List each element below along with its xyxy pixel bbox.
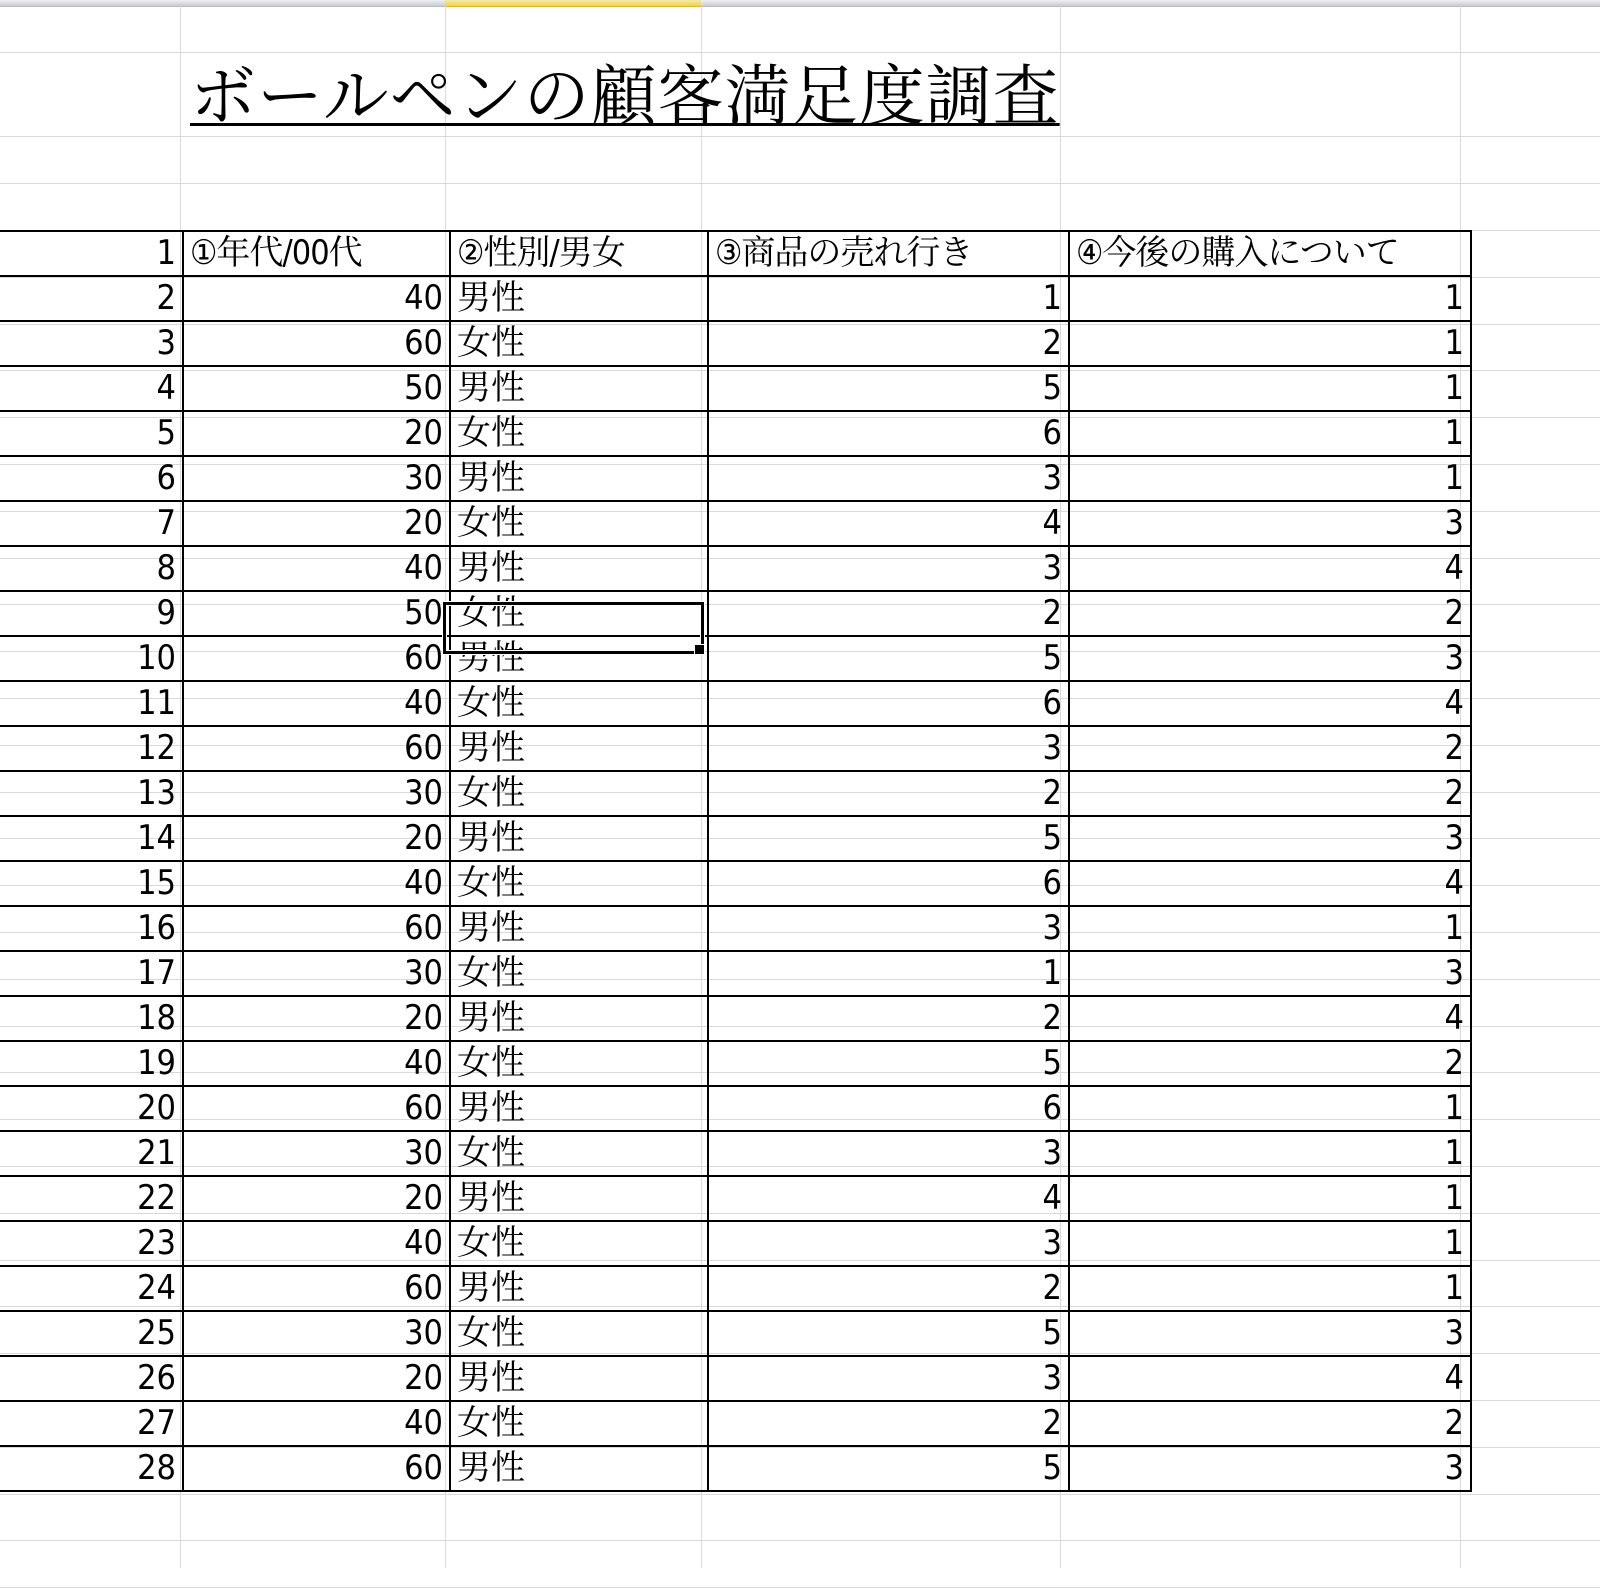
age-cell[interactable]: 60	[183, 321, 450, 366]
gender-cell[interactable]: 男性	[450, 1266, 708, 1311]
row-number-cell[interactable]: 1	[0, 231, 183, 276]
gender-cell[interactable]: 女性	[450, 1041, 708, 1086]
sales-cell[interactable]: 3	[708, 726, 1069, 771]
age-cell[interactable]: 30	[183, 1311, 450, 1356]
row-number-cell[interactable]: 15	[0, 861, 183, 906]
future-purchase-cell[interactable]: 1	[1069, 1176, 1471, 1221]
table-row	[0, 276, 1471, 321]
future-purchase-cell[interactable]: 3	[1069, 951, 1471, 996]
column-header-strip[interactable]	[0, 0, 1600, 7]
row-number-cell[interactable]: 20	[0, 1086, 183, 1131]
gridline	[0, 1494, 1600, 1495]
gridline	[0, 183, 1600, 184]
age-cell[interactable]: 50	[183, 591, 450, 636]
future-purchase-cell[interactable]: 3	[1069, 636, 1471, 681]
table-row	[0, 1041, 1471, 1086]
future-purchase-cell[interactable]: 1	[1069, 906, 1471, 951]
gender-cell[interactable]: 女性	[450, 951, 708, 996]
future-purchase-cell[interactable]: 1	[1069, 1221, 1471, 1266]
sales-cell[interactable]: 3	[708, 1221, 1069, 1266]
sales-cell[interactable]: 3	[708, 1131, 1069, 1176]
gender-cell[interactable]: 男性	[450, 1356, 708, 1401]
row-number-cell[interactable]: 17	[0, 951, 183, 996]
row-number-cell[interactable]: 26	[0, 1356, 183, 1401]
sales-cell[interactable]: 2	[708, 321, 1069, 366]
row-number-cell[interactable]: 24	[0, 1266, 183, 1311]
sales-cell[interactable]: 6	[708, 681, 1069, 726]
future-purchase-cell[interactable]: 4	[1069, 996, 1471, 1041]
table-row	[0, 1131, 1471, 1176]
fill-handle[interactable]	[694, 644, 705, 655]
age-cell[interactable]: 40	[183, 681, 450, 726]
age-cell[interactable]: 30	[183, 1131, 450, 1176]
table-row	[0, 636, 1471, 681]
table-row	[0, 951, 1471, 996]
future-purchase-cell[interactable]: 1	[1069, 366, 1471, 411]
table-row	[0, 1356, 1471, 1401]
row-number-cell[interactable]: 22	[0, 1176, 183, 1221]
age-cell[interactable]: 20	[183, 816, 450, 861]
sales-cell[interactable]: 6	[708, 861, 1069, 906]
sales-cell[interactable]: 3	[708, 1356, 1069, 1401]
future-purchase-cell[interactable]: 1	[1069, 1131, 1471, 1176]
sales-cell[interactable]: 2	[708, 1401, 1069, 1446]
header-future-purchase[interactable]: ④今後の購入について	[1069, 231, 1471, 276]
sales-cell[interactable]: 5	[708, 366, 1069, 411]
future-purchase-cell[interactable]: 4	[1069, 861, 1471, 906]
row-number-cell[interactable]: 18	[0, 996, 183, 1041]
table-row	[0, 861, 1471, 906]
future-purchase-cell[interactable]: 4	[1069, 1356, 1471, 1401]
future-purchase-cell[interactable]: 1	[1069, 276, 1471, 321]
future-purchase-cell[interactable]: 3	[1069, 1446, 1471, 1491]
sales-cell[interactable]: 5	[708, 816, 1069, 861]
table-row	[0, 681, 1471, 726]
row-number-cell[interactable]: 16	[0, 906, 183, 951]
table-row	[0, 501, 1471, 546]
gender-cell[interactable]: 女性	[450, 321, 708, 366]
table-row	[0, 321, 1471, 366]
table-row	[0, 726, 1471, 771]
sheet-title[interactable]: ボールペンの顧客満足度調査	[190, 58, 1060, 135]
future-purchase-cell[interactable]: 1	[1069, 411, 1471, 456]
future-purchase-cell[interactable]: 3	[1069, 501, 1471, 546]
sales-cell[interactable]: 2	[708, 996, 1069, 1041]
future-purchase-cell[interactable]: 2	[1069, 1041, 1471, 1086]
table-row	[0, 366, 1471, 411]
age-cell[interactable]: 40	[183, 1401, 450, 1446]
gender-cell[interactable]: 男性	[450, 1086, 708, 1131]
sales-cell[interactable]: 5	[708, 1311, 1069, 1356]
row-number-cell[interactable]: 4	[0, 366, 183, 411]
age-cell[interactable]: 40	[183, 1041, 450, 1086]
age-cell[interactable]: 30	[183, 771, 450, 816]
table-row	[0, 1221, 1471, 1266]
gridline	[0, 52, 1600, 53]
future-purchase-cell[interactable]: 2	[1069, 591, 1471, 636]
table-header-row	[0, 231, 1471, 276]
gender-cell[interactable]: 女性	[450, 501, 708, 546]
sales-cell[interactable]: 1	[708, 951, 1069, 996]
row-number-cell[interactable]: 14	[0, 816, 183, 861]
row-number-cell[interactable]: 13	[0, 771, 183, 816]
row-number-cell[interactable]: 28	[0, 1446, 183, 1491]
row-number-cell[interactable]: 7	[0, 501, 183, 546]
gender-cell[interactable]: 男性	[450, 546, 708, 591]
future-purchase-cell[interactable]: 2	[1069, 1401, 1471, 1446]
row-number-cell[interactable]: 12	[0, 726, 183, 771]
gender-cell[interactable]: 男性	[450, 726, 708, 771]
table-row	[0, 546, 1471, 591]
active-column-header[interactable]	[445, 0, 701, 7]
header-age[interactable]: ①年代/00代	[183, 231, 450, 276]
gender-cell[interactable]: 女性	[450, 771, 708, 816]
table-row	[0, 1311, 1471, 1356]
gender-cell[interactable]: 女性	[450, 1221, 708, 1266]
age-cell[interactable]: 20	[183, 1176, 450, 1221]
row-number-cell[interactable]: 19	[0, 1041, 183, 1086]
gender-cell[interactable]: 男性	[450, 456, 708, 501]
sales-cell[interactable]: 2	[708, 591, 1069, 636]
age-cell[interactable]: 40	[183, 276, 450, 321]
sales-cell[interactable]: 1	[708, 276, 1069, 321]
age-cell[interactable]: 60	[183, 636, 450, 681]
future-purchase-cell[interactable]: 3	[1069, 816, 1471, 861]
table-row	[0, 771, 1471, 816]
row-number-cell[interactable]: 3	[0, 321, 183, 366]
gender-cell[interactable]: 男性	[450, 366, 708, 411]
future-purchase-cell[interactable]: 1	[1069, 456, 1471, 501]
gender-cell[interactable]: 男性	[450, 1446, 708, 1491]
age-cell[interactable]: 40	[183, 1221, 450, 1266]
sales-cell[interactable]: 6	[708, 1086, 1069, 1131]
future-purchase-cell[interactable]: 4	[1069, 546, 1471, 591]
future-purchase-cell[interactable]: 1	[1069, 321, 1471, 366]
sales-cell[interactable]: 2	[708, 771, 1069, 816]
sales-cell[interactable]: 2	[708, 1266, 1069, 1311]
age-cell[interactable]: 30	[183, 456, 450, 501]
gridline	[0, 1540, 1600, 1541]
row-number-cell[interactable]: 5	[0, 411, 183, 456]
sales-cell[interactable]: 3	[708, 456, 1069, 501]
age-cell[interactable]: 50	[183, 366, 450, 411]
gender-cell[interactable]: 男性	[450, 906, 708, 951]
table-row	[0, 996, 1471, 1041]
future-purchase-cell[interactable]: 3	[1069, 1311, 1471, 1356]
age-cell[interactable]: 30	[183, 951, 450, 996]
row-number-cell[interactable]: 9	[0, 591, 183, 636]
gender-cell[interactable]: 女性	[450, 1131, 708, 1176]
age-cell[interactable]: 40	[183, 546, 450, 591]
row-number-cell[interactable]: 10	[0, 636, 183, 681]
table-row	[0, 1446, 1471, 1491]
row-number-cell[interactable]: 23	[0, 1221, 183, 1266]
age-cell[interactable]: 20	[183, 501, 450, 546]
gender-cell[interactable]: 女性	[450, 591, 708, 636]
row-number-cell[interactable]: 25	[0, 1311, 183, 1356]
age-cell[interactable]: 60	[183, 906, 450, 951]
gender-cell[interactable]: 男性	[450, 816, 708, 861]
age-cell[interactable]: 20	[183, 996, 450, 1041]
sales-cell[interactable]: 4	[708, 501, 1069, 546]
gender-cell[interactable]: 男性	[450, 276, 708, 321]
table-row	[0, 591, 1471, 636]
gender-cell[interactable]: 男性	[450, 1176, 708, 1221]
future-purchase-cell[interactable]: 1	[1069, 1266, 1471, 1311]
future-purchase-cell[interactable]: 2	[1069, 726, 1471, 771]
gender-cell[interactable]: 女性	[450, 1401, 708, 1446]
sales-cell[interactable]: 3	[708, 906, 1069, 951]
future-purchase-cell[interactable]: 1	[1069, 1086, 1471, 1131]
sales-cell[interactable]: 4	[708, 1176, 1069, 1221]
gender-cell[interactable]: 男性	[450, 996, 708, 1041]
row-number-cell[interactable]: 2	[0, 276, 183, 321]
sales-cell[interactable]: 5	[708, 1041, 1069, 1086]
gender-cell[interactable]: 女性	[450, 411, 708, 456]
table-row	[0, 411, 1471, 456]
table-row	[0, 1401, 1471, 1446]
table-row	[0, 816, 1471, 861]
survey-table	[0, 230, 1472, 1492]
table-row	[0, 456, 1471, 501]
table-row	[0, 1266, 1471, 1311]
age-cell[interactable]: 60	[183, 726, 450, 771]
age-cell[interactable]: 60	[183, 1266, 450, 1311]
future-purchase-cell[interactable]: 4	[1069, 681, 1471, 726]
age-cell[interactable]: 60	[183, 1086, 450, 1131]
age-cell[interactable]: 60	[183, 1446, 450, 1491]
age-cell[interactable]: 20	[183, 411, 450, 456]
header-sales[interactable]: ③商品の売れ行き	[708, 231, 1069, 276]
table-row	[0, 1176, 1471, 1221]
table-row	[0, 906, 1471, 951]
gender-cell[interactable]: 女性	[450, 681, 708, 726]
row-number-cell[interactable]: 11	[0, 681, 183, 726]
gender-cell[interactable]: 男性	[450, 636, 708, 681]
row-number-cell[interactable]: 21	[0, 1131, 183, 1176]
gridline	[0, 136, 1600, 137]
future-purchase-cell[interactable]: 2	[1069, 771, 1471, 816]
row-number-cell[interactable]: 6	[0, 456, 183, 501]
age-cell[interactable]: 40	[183, 861, 450, 906]
age-cell[interactable]: 20	[183, 1356, 450, 1401]
gender-cell[interactable]: 女性	[450, 861, 708, 906]
table-row	[0, 1086, 1471, 1131]
gender-cell[interactable]: 女性	[450, 1311, 708, 1356]
header-gender[interactable]: ②性別/男女	[450, 231, 708, 276]
row-number-cell[interactable]: 27	[0, 1401, 183, 1446]
row-number-cell[interactable]: 8	[0, 546, 183, 591]
sales-cell[interactable]: 5	[708, 1446, 1069, 1491]
sales-cell[interactable]: 5	[708, 636, 1069, 681]
sales-cell[interactable]: 6	[708, 411, 1069, 456]
sales-cell[interactable]: 3	[708, 546, 1069, 591]
